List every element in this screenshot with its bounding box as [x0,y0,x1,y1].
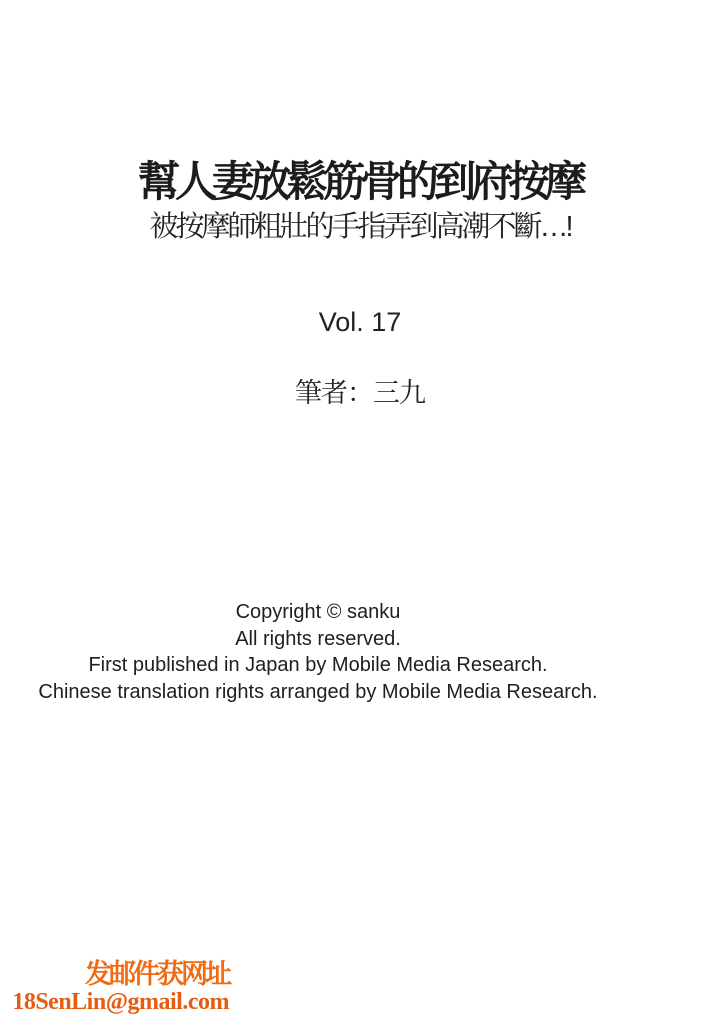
copyright-block [0,599,636,705]
series-subtitle: 被按摩師粗壯的手指弄到高潮不斷…! [149,211,571,243]
copyright-line-holder: Copyright © sanku [235,601,401,623]
uploader-notice: 发邮件获网址 [85,959,229,989]
series-title: 幫人妻放鬆筋骨的到府按摩 [137,158,582,205]
copyright-line-rights: All rights reserved. [235,627,401,650]
volume-label: Vol. 17 [318,307,402,337]
author-credit: 筆者：三九 [295,378,425,408]
copyright-line-translation: Chinese translation rights arranged by Mobile Media Research. [38,680,598,703]
footer-contact [0,960,229,1015]
uploader-email: 18SenLin@gmail.com [12,989,229,1015]
copyright-line-publisher: First published in Japan by Mobile Media Research. [88,654,548,676]
